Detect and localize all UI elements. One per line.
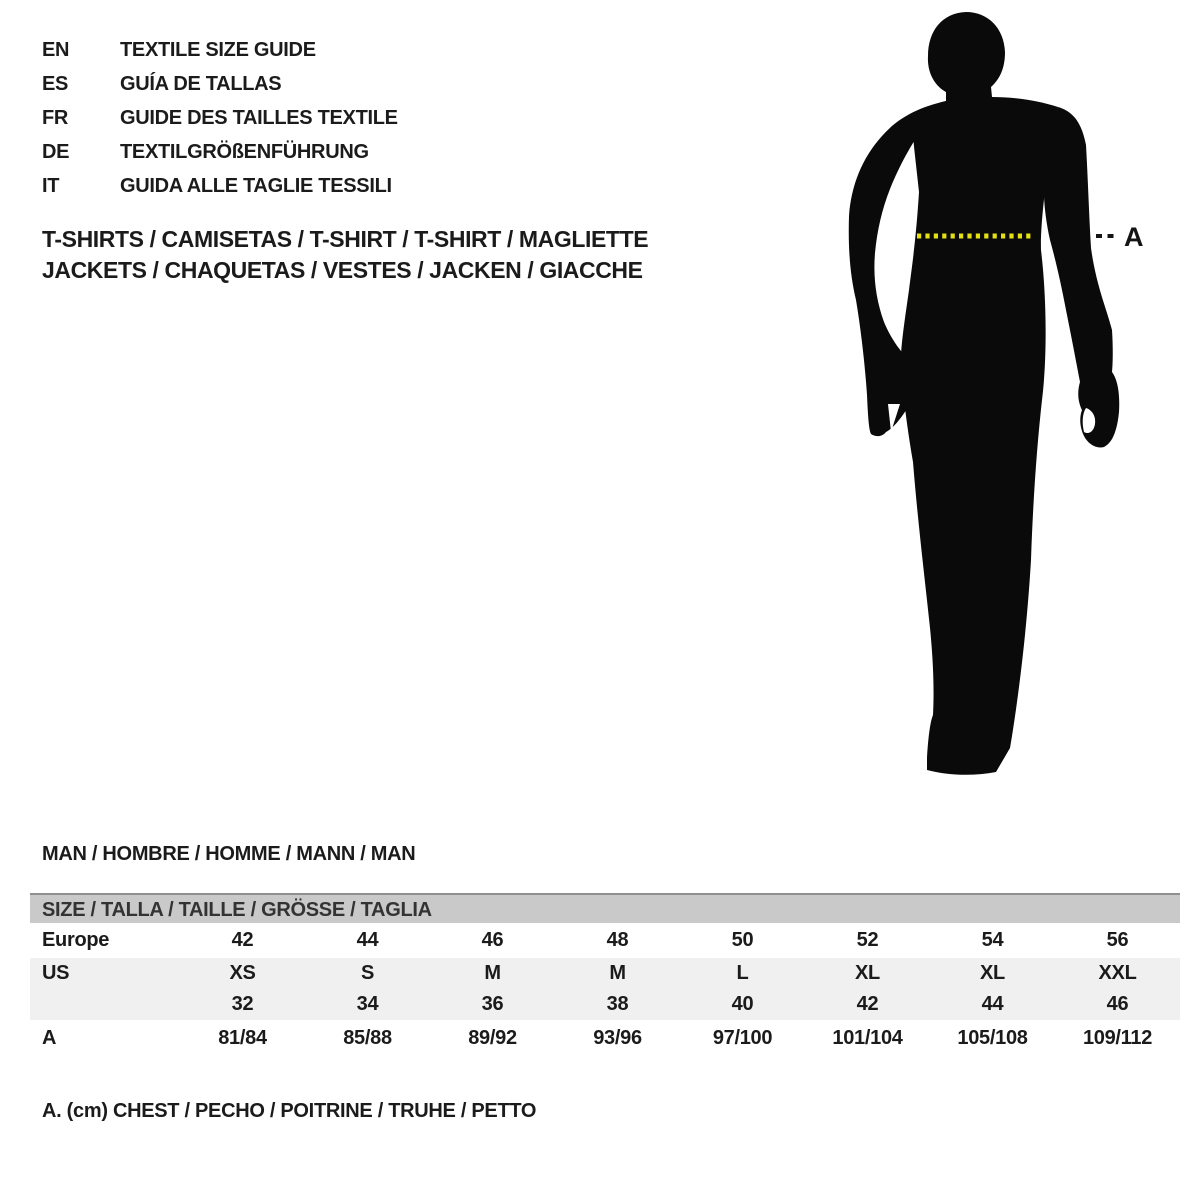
measure-label-a: A xyxy=(1124,222,1144,252)
size-cell: 38 xyxy=(606,993,629,1015)
size-cell: 48 xyxy=(606,929,629,951)
size-cell: XL xyxy=(980,962,1005,984)
language-title: GUÍA DE TALLAS xyxy=(120,73,282,95)
size-cell: 97/100 xyxy=(712,1026,773,1049)
language-title: GUIDE DES TAILLES TEXTILE xyxy=(120,107,398,129)
size-cell: 85/88 xyxy=(343,1026,392,1049)
table-row-europe xyxy=(30,923,1180,958)
size-cell: 81/84 xyxy=(218,1026,267,1049)
language-code: IT xyxy=(42,175,60,197)
size-table-header: SIZE / TALLA / TAILLE / GRÖSSE / TAGLIA xyxy=(30,893,1180,923)
size-cell: S xyxy=(360,962,375,984)
language-code: DE xyxy=(42,141,70,163)
language-row-fr xyxy=(42,101,398,135)
size-cell: 32 xyxy=(231,993,254,1015)
size-cell: XXL xyxy=(1098,962,1137,984)
language-row-es xyxy=(42,67,398,101)
language-title: GUIDA ALLE TAGLIE TESSILI xyxy=(120,175,392,197)
size-cell: 93/96 xyxy=(593,1026,642,1049)
man-right-arm xyxy=(1044,107,1119,447)
size-cell: M xyxy=(609,962,626,984)
size-cell: XL xyxy=(855,962,880,984)
size-cell: 46 xyxy=(1106,993,1129,1015)
language-title: TEXTILGRÖßENFÜHRUNG xyxy=(120,141,369,163)
size-cell: 46 xyxy=(481,929,504,951)
row-label: US xyxy=(42,962,70,984)
table-row-chest-a xyxy=(30,1020,1180,1056)
section-title-man: MAN / HOMBRE / HOMME / MANN / MAN xyxy=(42,843,416,865)
size-cell: 42 xyxy=(231,929,254,951)
language-row-de xyxy=(42,135,398,169)
size-cell: XS xyxy=(229,962,256,984)
size-cell: 52 xyxy=(856,929,879,951)
language-code: FR xyxy=(42,107,69,129)
size-cell: 42 xyxy=(856,993,879,1015)
table-row-us xyxy=(30,958,1180,989)
size-cell: 36 xyxy=(481,993,504,1015)
language-row-en xyxy=(42,33,398,67)
size-cell: L xyxy=(736,962,749,984)
language-title: TEXTILE SIZE GUIDE xyxy=(120,39,316,61)
language-code: EN xyxy=(42,39,70,61)
man-silhouette-figure xyxy=(820,0,1200,800)
measurement-footnote: A. (cm) CHEST / PECHO / POITRINE / TRUHE / PETTO xyxy=(42,1100,537,1122)
table-row-numeric xyxy=(30,989,1180,1020)
size-cell: 44 xyxy=(356,929,379,951)
size-cell: 44 xyxy=(981,993,1004,1015)
language-row-it xyxy=(42,169,398,203)
size-cell: 105/108 xyxy=(957,1026,1028,1049)
size-cell: 89/92 xyxy=(468,1026,517,1049)
row-label: Europe xyxy=(42,929,110,951)
size-table xyxy=(30,893,1180,1056)
language-guide-list xyxy=(42,33,398,203)
size-cell: 109/112 xyxy=(1082,1026,1153,1049)
category-line-tshirts: T-SHIRTS / CAMISETAS / T-SHIRT / T-SHIRT / MAGLIETTE xyxy=(42,226,649,252)
size-cell: 50 xyxy=(731,929,754,951)
size-cell: M xyxy=(484,962,501,984)
size-cell: 54 xyxy=(981,929,1004,951)
size-cell: 101/104 xyxy=(832,1026,903,1049)
size-cell: 56 xyxy=(1106,929,1129,951)
language-code: ES xyxy=(42,73,69,95)
row-label: A xyxy=(42,1026,57,1049)
category-lines xyxy=(42,224,648,286)
man-silhouette-body xyxy=(901,12,1058,775)
size-cell: 40 xyxy=(731,993,754,1015)
size-cell: 34 xyxy=(356,993,379,1015)
category-line-jackets: JACKETS / CHAQUETAS / VESTES / JACKEN / GIACCHE xyxy=(42,257,643,283)
